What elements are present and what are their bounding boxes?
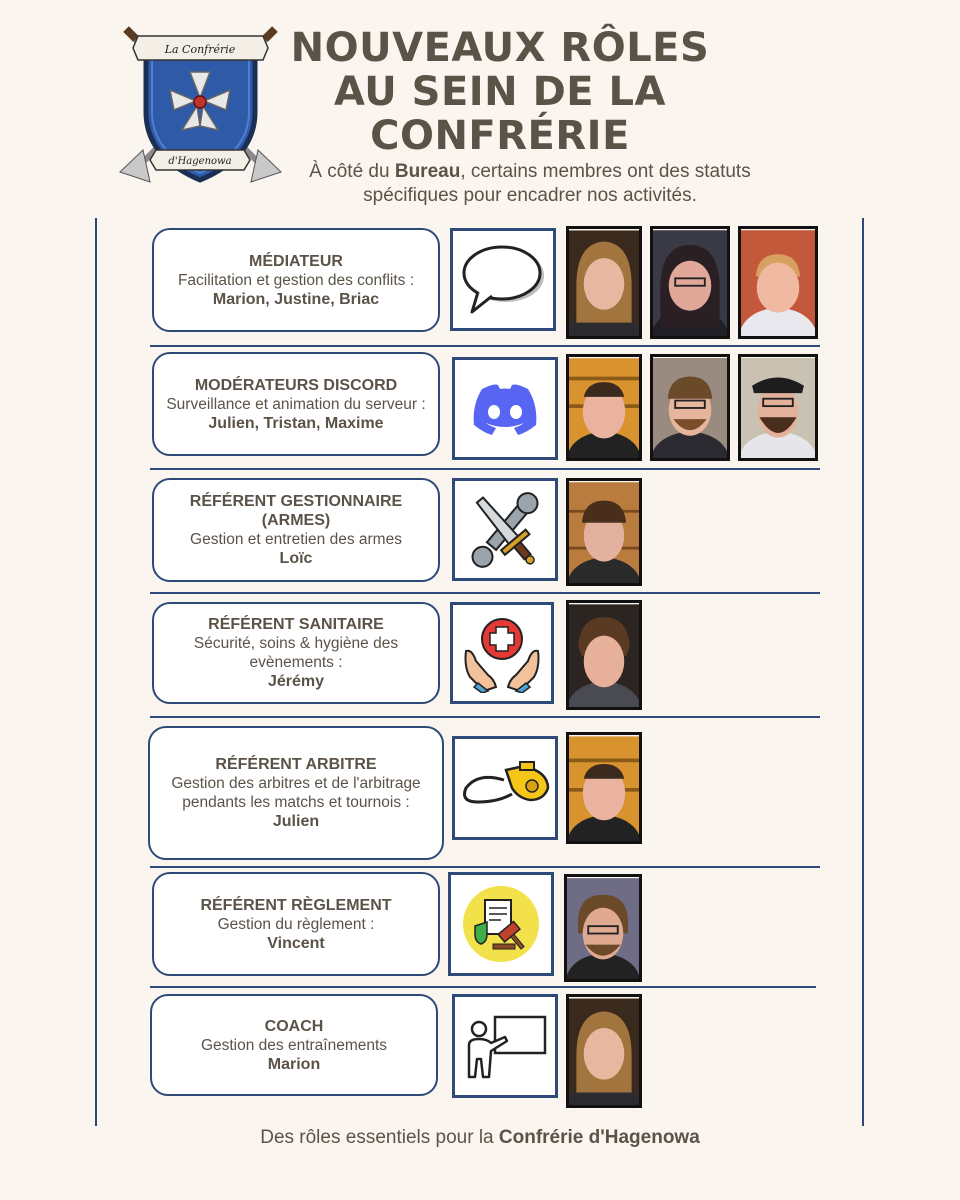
role-members: Vincent xyxy=(267,934,325,952)
subtitle-bold: Bureau xyxy=(394,161,461,182)
member-photo xyxy=(738,354,818,461)
rules-gavel-icon xyxy=(448,872,554,976)
footer-tagline xyxy=(240,1126,720,1150)
divider xyxy=(150,468,820,470)
role-title: MÉDIATEUR xyxy=(249,252,343,270)
role-description: Gestion des entraînements xyxy=(200,1036,388,1054)
role-card-referent-gestionnaire xyxy=(152,478,440,582)
role-description: Gestion des arbitres et de l'arbitrage pendants les matchs et tournois : xyxy=(171,775,421,811)
role-members: Jérémy xyxy=(267,673,325,690)
frame-line-right xyxy=(862,218,864,1126)
role-members: Marion xyxy=(267,1055,321,1073)
role-description: Gestion et entretien des armes xyxy=(190,531,402,548)
title-line-2: AU SEIN DE LA xyxy=(334,69,666,115)
role-description: Surveillance et animation du serveur : xyxy=(166,395,426,413)
title-line-3: CONFRÉRIE xyxy=(370,113,630,159)
role-card-coach xyxy=(150,994,438,1096)
crest-banner-bottom: d'Hagenowa xyxy=(168,156,232,167)
member-photo xyxy=(650,226,730,339)
role-title: MODÉRATEURS DISCORD xyxy=(194,376,398,394)
discord-icon xyxy=(452,357,558,460)
page-subtitle xyxy=(270,160,790,208)
member-photo xyxy=(566,994,642,1108)
role-card-mediateur xyxy=(152,228,440,332)
frame-line-left xyxy=(95,218,97,1126)
member-photo xyxy=(564,874,642,982)
member-photo xyxy=(566,226,642,339)
member-photo xyxy=(650,354,730,461)
footer-before: Des rôles essentiels pour la xyxy=(260,1127,499,1148)
title-line-1: NOUVEAUX RÔLES xyxy=(290,25,710,71)
role-members: Loïc xyxy=(279,550,313,567)
divider xyxy=(150,986,816,988)
sword-wrench-icon xyxy=(452,478,558,581)
divider xyxy=(150,592,820,594)
role-card-moderateurs-discord xyxy=(152,352,440,456)
member-photo xyxy=(566,732,642,844)
footer-bold: Confrérie d'Hagenowa xyxy=(498,1127,700,1148)
teacher-board-icon xyxy=(452,994,558,1098)
whistle-icon xyxy=(452,736,558,840)
role-members: Julien xyxy=(272,813,320,830)
role-title: RÉFÉRENT SANITAIRE xyxy=(208,616,384,633)
role-card-referent-reglement xyxy=(152,872,440,976)
role-description: Gestion du règlement : xyxy=(217,915,375,933)
subtitle-after: , certains membres ont des statuts spécifiques pour encadrer nos activités. xyxy=(363,161,751,206)
divider xyxy=(150,716,820,718)
crest-banner-top: La Confrérie xyxy=(164,43,236,56)
role-description: Facilitation et gestion des conflits : xyxy=(177,271,415,289)
page-title xyxy=(290,26,710,158)
member-photo xyxy=(566,354,642,461)
role-members: Julien, Tristan, Maxime xyxy=(208,414,384,432)
role-title: COACH xyxy=(264,1017,324,1035)
divider xyxy=(150,866,820,868)
role-title: RÉFÉRENT RÈGLEMENT xyxy=(200,896,392,914)
member-photo xyxy=(738,226,818,339)
member-photo xyxy=(566,478,642,586)
member-photo xyxy=(566,600,642,710)
role-members: Marion, Justine, Briac xyxy=(212,290,380,308)
role-description: Sécurité, soins & hygiène des evènements : xyxy=(193,635,399,671)
confrerie-crest-logo xyxy=(118,22,283,190)
subtitle-before: À côté du xyxy=(309,161,395,182)
speech-bubble-icon xyxy=(450,228,556,331)
medical-hands-icon xyxy=(450,602,554,704)
role-card-referent-arbitre xyxy=(148,726,444,860)
role-title: RÉFÉRENT GESTIONNAIRE (ARMES) xyxy=(189,493,403,529)
role-card-referent-sanitaire xyxy=(152,602,440,704)
role-title: RÉFÉRENT ARBITRE xyxy=(215,756,377,773)
divider xyxy=(150,345,820,347)
